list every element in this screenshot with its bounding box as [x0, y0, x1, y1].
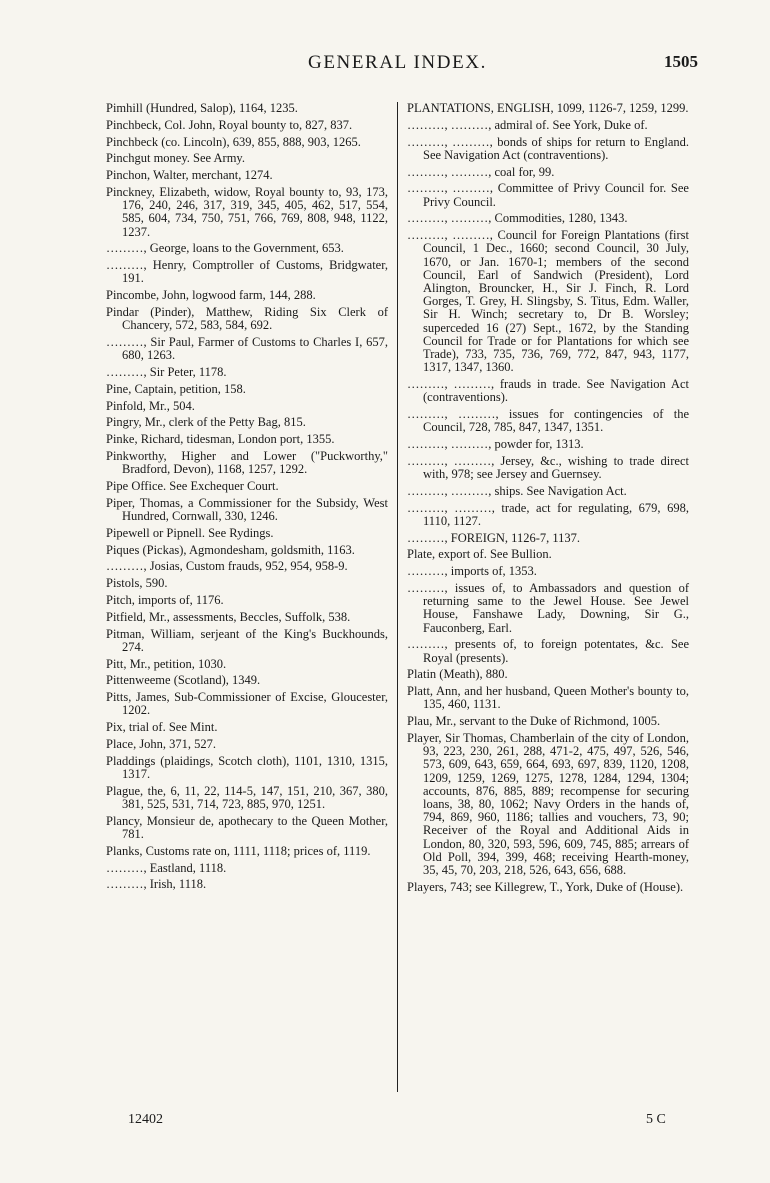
index-entry: Plague, the, 6, 11, 22, 114-5, 147, 151, 210, 367, 380, 381, 525, 531, 714, 723, 885, 970, 1251.	[106, 783, 388, 811]
index-entry: ………, ………, Council for Foreign Plantations (first Council, 1 Dec., 1660; second Council, 30 July, 1670, or Jan. 1670-1; members of the second Council, Earl of Sandwich (President), Lord Alington, Brouncker, H., Sir J. Finch, R. Lord Gorges, T. Grey, H. Slingsby, S. Titus, Edm. Waller, Sir H. Winch; secretary to, Dr B. Worsley; superceded 16 (27) Sept., 1672, by the Standing Council for Trade or for Plantations for which see Trade), 733, 735, 736, 769, 772, 847, 943, 1177, 1317, 1347, 1360.	[407, 228, 689, 375]
index-entry: Player, Sir Thomas, Chamberlain of the city of London, 93, 223, 230, 261, 288, 471-2, 475, 497, 526, 546, 573, 609, 643, 659, 664, 693, 697, 839, 1120, 1208, 1209, 1259, 1269, 1275, 1278, 1284, 1294, 1304; accounts, 876, 885, 889; recompense for securing loans, 38, 80, 1062; Navy Orders in the hands of, 794, 869, 960, 1186; tallies and vouchers, 73, 90; Receiver of the Royal and Additional Aids in London, 80, 320, 593, 596, 609, 745, 885; arrears of Old Poll, 394, 399, 468; receiving Hearth-money, 35, 45, 70, 203, 218, 526, 643, 656, 688.	[407, 731, 689, 878]
index-entry: Players, 743; see Killegrew, T., York, Duke of (House).	[407, 879, 684, 894]
index-entry: ………, Eastland, 1118.	[106, 860, 227, 875]
index-entry: Pittenweeme (Scotland), 1349.	[106, 673, 261, 688]
index-entry: ………, ………, frauds in trade. See Navigation Act (contraventions).	[407, 377, 689, 405]
index-entry: ………, George, loans to the Government, 653.	[106, 241, 344, 256]
index-entry: Pine, Captain, petition, 158.	[106, 381, 246, 396]
index-entry: ………, ………, coal for, 99.	[407, 164, 555, 179]
index-entry: ………, issues of, to Ambassadors and question of returning same to the Jewel House. See Jewel House, Fanshawe Lady, Downing, Sir G., Fauconberg, Earl.	[407, 581, 689, 635]
index-entry: Pinkworthy, Higher and Lower ("Puckworthy," Bradford, Devon), 1168, 1257, 1292.	[106, 448, 388, 477]
index-entry: Piper, Thomas, a Commissioner for the Subsidy, West Hundred, Cornwall, 330, 1246.	[106, 495, 388, 523]
index-entry: Pinke, Richard, tidesman, London port, 1355.	[106, 432, 335, 447]
index-entry: ………, Henry, Comptroller of Customs, Bridgwater, 191.	[106, 258, 388, 286]
index-entry: ………, Irish, 1118.	[106, 877, 207, 892]
index-entry: Pipewell or Pipnell. See Rydings.	[106, 525, 274, 540]
index-entry: Platin (Meath), 880.	[407, 667, 508, 682]
index-entry: Plancy, Monsieur de, apothecary to the Queen Mother, 781.	[106, 813, 388, 841]
page-header	[108, 52, 698, 82]
index-entry: ………, ………, admiral of. See York, Duke of.	[407, 117, 648, 132]
index-entry: ………, presents of, to foreign potentates, &c. See Royal (presents).	[407, 637, 689, 665]
index-entry: ………, ………, bonds of ships for return to England. See Navigation Act (contraventions).	[407, 134, 689, 162]
index-entry: Pipe Office. See Exchequer Court.	[106, 478, 279, 493]
index-entry: ………, Sir Paul, Farmer of Customs to Charles I, 657, 680, 1263.	[106, 334, 388, 363]
index-entry: Pix, trial of. See Mint.	[106, 720, 218, 735]
index-entry: Pladdings (plaidings, Scotch cloth), 1101, 1310, 1315, 1317.	[106, 753, 388, 781]
index-entry: Plau, Mr., servant to the Duke of Richmond, 1005.	[407, 714, 661, 729]
index-entry: Pimhill (Hundred, Salop), 1164, 1235.	[106, 101, 298, 115]
index-entry: ………, ………, trade, act for regulating, 679, 698, 1110, 1127.	[407, 500, 689, 528]
index-entry: Pinchon, Walter, merchant, 1274.	[106, 168, 273, 183]
column-divider	[397, 102, 398, 1092]
index-entry: Pitfield, Mr., assessments, Beccles, Suffolk, 538.	[106, 609, 351, 624]
index-entry: ………, ………, ships. See Navigation Act.	[407, 483, 627, 498]
index-entry: ………, FOREIGN, 1126-7, 1137.	[407, 530, 581, 545]
sheet-mark: 5 C	[646, 1112, 666, 1127]
index-entry: ………, Sir Peter, 1178.	[106, 364, 227, 379]
index-entry: Piques (Pickas), Agmondesham, goldsmith, 1163.	[106, 542, 355, 557]
index-entry: Pitts, James, Sub-Commissioner of Excise, Gloucester, 1202.	[106, 690, 388, 718]
index-entry: Pitch, imports of, 1176.	[106, 592, 224, 607]
index-entry: Pingry, Mr., clerk of the Petty Bag, 815.	[106, 415, 306, 430]
index-entry: Pinckney, Elizabeth, widow, Royal bounty to, 93, 173, 176, 240, 246, 317, 319, 345, 405, 462, 517, 554, 585, 604, 734, 750, 751, 766, 769, 808, 948, 1122, 1237.	[106, 184, 388, 239]
index-entry: Plate, export of. See Bullion.	[407, 547, 552, 562]
index-entry: Pincombe, John, logwood farm, 144, 288.	[106, 288, 316, 303]
index-entry: Pinfold, Mr., 504.	[106, 398, 195, 413]
index-entry: Pinchbeck (co. Lincoln), 639, 855, 888, 903, 1265.	[106, 134, 361, 149]
page-number: 1505	[664, 52, 698, 71]
index-entry: Pistols, 590.	[106, 576, 168, 591]
page-title: GENERAL INDEX.	[308, 52, 487, 73]
index-entry: Platt, Ann, and her husband, Queen Mother's bounty to, 135, 460, 1131.	[407, 684, 689, 712]
index-column-right	[407, 102, 689, 898]
index-entry: ………, ………, Committee of Privy Council for. See Privy Council.	[407, 181, 689, 209]
index-column-left	[106, 102, 388, 895]
index-entry: ………, ………, issues for contingencies of the Council, 728, 785, 847, 1347, 1351.	[407, 407, 689, 435]
index-entry: Pinchbeck, Col. John, Royal bounty to, 827, 837.	[106, 117, 353, 132]
index-entry: ………, ………, Commodities, 1280, 1343.	[407, 211, 628, 226]
index-entry: Pinchgut money. See Army.	[106, 151, 245, 166]
signature-mark: 12402	[128, 1112, 163, 1127]
index-entry: Planks, Customs rate on, 1111, 1118; prices of, 1119.	[106, 843, 371, 858]
index-entry: Place, John, 371, 527.	[106, 736, 217, 751]
index-entry: ………, Josias, Custom frauds, 952, 954, 958-9.	[106, 559, 348, 574]
index-entry: Pindar (Pinder), Matthew, Riding Six Clerk of Chancery, 572, 583, 584, 692.	[106, 304, 388, 333]
index-entry: PLANTATIONS, ENGLISH, 1099, 1126-7, 1259, 1299.	[407, 101, 689, 115]
index-entry: ………, ………, powder for, 1313.	[407, 437, 584, 452]
index-entry: ………, imports of, 1353.	[407, 564, 537, 579]
index-entry: Pitt, Mr., petition, 1030.	[106, 656, 227, 671]
index-entry: ………, ………, Jersey, &c., wishing to trade direct with, 978; see Jersey and Guernsey.	[407, 453, 689, 482]
index-entry: Pitman, William, serjeant of the King's Buckhounds, 274.	[106, 626, 388, 654]
